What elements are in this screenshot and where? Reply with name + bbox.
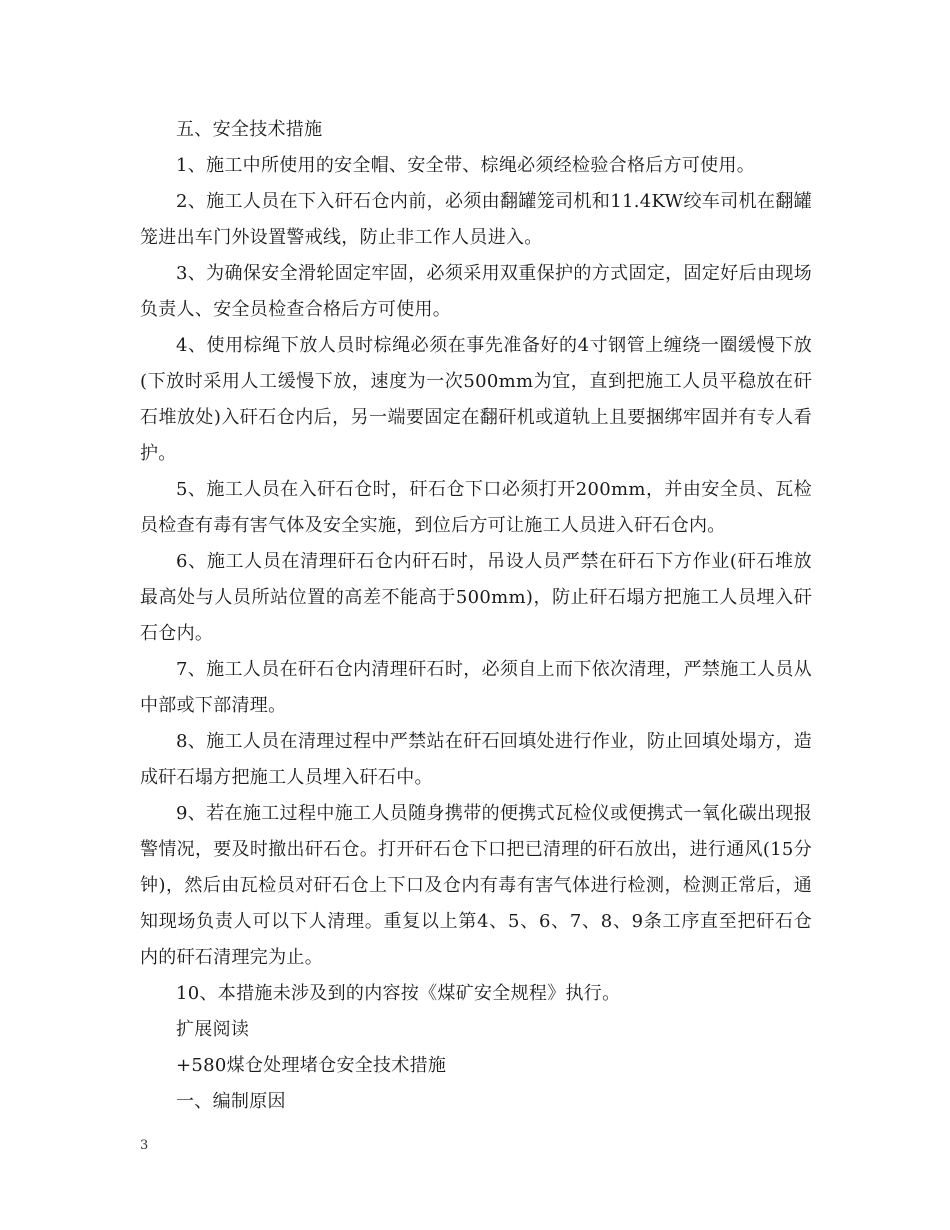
paragraph-item-7: 7、施工人员在矸石仓内清理矸石时，必须自上而下依次清理，严禁施工人员从中部或下部清理。 — [140, 659, 812, 716]
paragraph-item-5: 5、施工人员在入矸石仓时，矸石仓下口必须打开200mm，并由安全员、瓦检员检查有毒有害气体及安全实施，到位后方可让施工人员进入矸石仓内。 — [140, 479, 812, 536]
paragraph-item-10: 10、本措施未涉及到的内容按《煤矿安全规程》执行。 — [176, 983, 621, 1004]
paragraph-item-3: 3、为确保安全滑轮固定牢固，必须采用双重保护的方式固定，固定好后由现场负责人、安全员检查合格后方可使用。 — [140, 263, 812, 320]
page-number: 3 — [140, 1138, 149, 1153]
extended-reading-title: +580煤仓处理堵仓安全技术措施 — [176, 1055, 447, 1076]
paragraph-item-8: 8、施工人员在清理过程中严禁站在矸石回填处进行作业，防止回填处塌方，造成矸石塌方把施工人员埋入矸石中。 — [140, 731, 812, 788]
subsection-heading: 一、编制原因 — [176, 1091, 286, 1112]
paragraph-item-4: 4、使用棕绳下放人员时棕绳必须在事先准备好的4寸钢管上缠绕一圈缓慢下放(下放时采用人工缓慢下放，速度为一次500mm为宜，直到把施工人员平稳放在矸石堆放处)入矸石仓内后，另一端要固定在翻矸机或道轨上且要捆绑牢固并有专人看护。 — [140, 335, 812, 464]
paragraph-item-6: 6、施工人员在清理矸石仓内矸石时，吊设人员严禁在矸石下方作业(矸石堆放最高处与人员所站位置的高差不能高于500mm)，防止矸石塌方把施工人员埋入矸石仓内。 — [140, 551, 812, 644]
document-body — [140, 112, 812, 1120]
paragraph-item-2: 2、施工人员在下入矸石仓内前，必须由翻罐笼司机和11.4KW绞车司机在翻罐笼进出车门外设置警戒线，防止非工作人员进入。 — [140, 191, 812, 248]
paragraph-item-1: 1、施工中所使用的安全帽、安全带、棕绳必须经检验合格后方可使用。 — [176, 155, 756, 176]
extended-reading-label: 扩展阅读 — [176, 1019, 250, 1040]
section-heading: 五、安全技术措施 — [176, 119, 323, 140]
paragraph-item-9: 9、若在施工过程中施工人员随身携带的便携式瓦检仪或便携式一氧化碳出现报警情况，要及时撤出矸石仓。打开矸石仓下口把已清理的矸石放出，进行通风(15分钟)，然后由瓦检员对矸石仓上下口及仓内有毒有害气体进行检测，检测正常后，通知现场负责人可以下人清理。重复以上第4、5、6、7、8、9条工序直至把矸石仓内的矸石清理完为止。 — [140, 803, 812, 968]
